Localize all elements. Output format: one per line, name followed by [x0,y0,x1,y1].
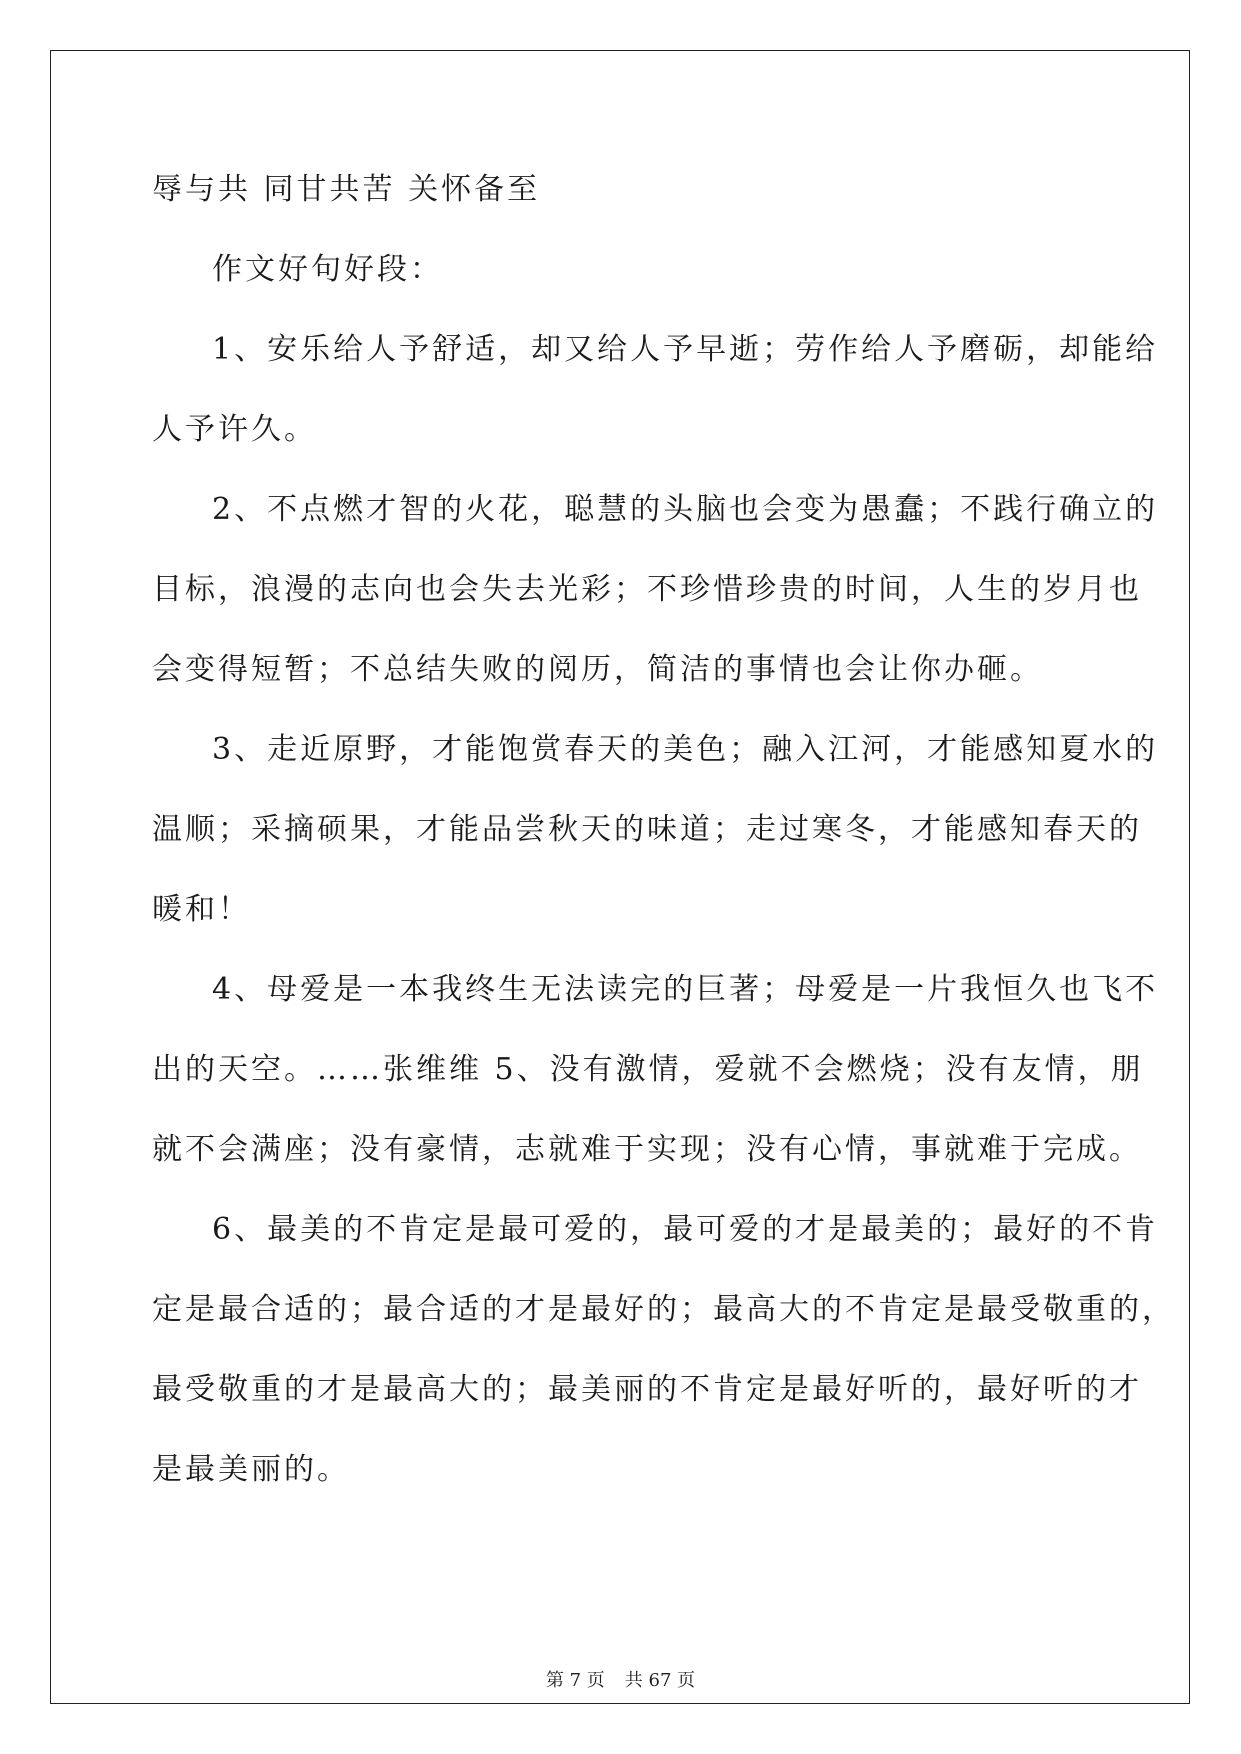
text-line: 出的天空。……张维维 5、没有激情，爱就不会燃烧；没有友情，朋 [152,1052,1144,1087]
section-heading: 作文好句好段： [212,252,443,287]
text-line: 人予许久。 [152,412,317,447]
text-line: 暖和！ [152,892,251,927]
text-line: 目标，浪漫的志向也会失去光彩；不珍惜珍贵的时间，人生的岁月也 [152,572,1142,607]
document-body [152,165,1175,1525]
text-line: 辱与共 同甘共苦 关怀备至 [152,172,541,207]
text-line: 定是最合适的；最合适的才是最好的；最高大的不肯定是最受敬重的， [152,1292,1175,1327]
text-line: 4、母爱是一本我终生无法读完的巨著；母爱是一片我恒久也飞不 [212,972,1159,1007]
page-footer [0,1666,1241,1692]
text-line: 最受敬重的才是最高大的；最美丽的不肯定是最好听的，最好听的才 [152,1372,1142,1407]
text-line: 温顺；采摘硕果，才能品尝秋天的味道；走过寒冬，才能感知春天的 [152,812,1142,847]
text-line: 会变得短暂；不总结失败的阅历，简洁的事情也会让你办砸。 [152,652,1043,687]
text-line: 6、最美的不肯定是最可爱的，最可爱的才是最美的；最好的不肯 [212,1212,1159,1247]
text-line: 是最美丽的。 [152,1452,350,1487]
text-line: 1、安乐给人予舒适，却又给人予早逝；劳作给人予磨砺，却能给 [212,332,1159,367]
text-line: 2、不点燃才智的火花，聪慧的头脑也会变为愚蠢；不践行确立的 [212,492,1159,527]
page-total: 共 67 页 [624,1670,696,1691]
text-line: 就不会满座；没有豪情，志就难于实现；没有心情，事就难于完成。 [152,1132,1142,1167]
page-number: 第 7 页 [545,1670,605,1691]
text-line: 3、走近原野，才能饱赏春天的美色；融入江河，才能感知夏水的 [212,732,1159,767]
